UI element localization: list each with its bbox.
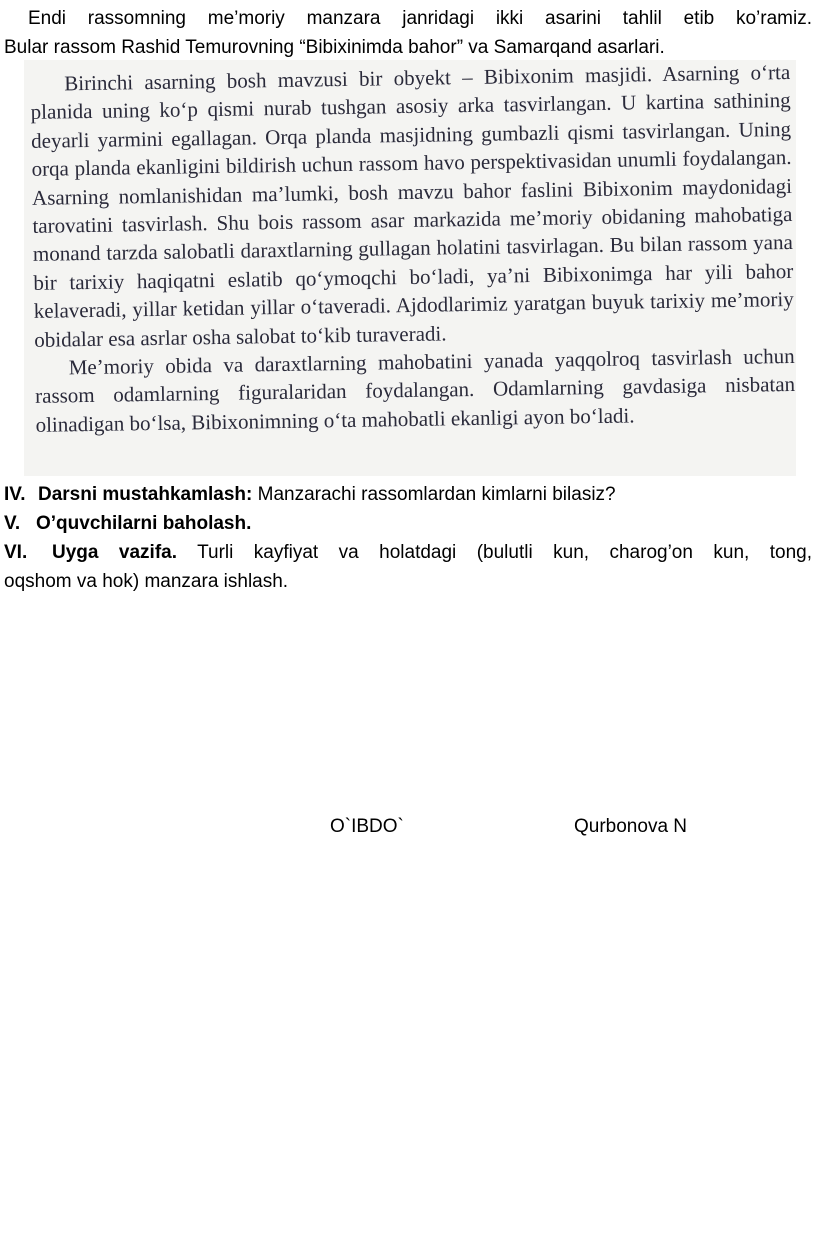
section-text: Manzarachi rassomlardan kimlarni bilasiz? [252, 484, 616, 505]
signature-organization: O`IBDO` [330, 816, 404, 837]
scanned-text-block [24, 60, 796, 439]
signature-name: Qurbonova N [574, 816, 688, 837]
section-homework-continuation: oqshom va hok) manzara ishlash. [4, 571, 289, 592]
scanned-book-excerpt [24, 60, 796, 476]
section-number: V. [4, 513, 21, 534]
scan-paragraph-1: Birinchi asarning bosh mavzusi bir obyekt – Bibixonim masjidi. Asarning o‘rta planida uning ko‘p qismi nurab tushgan asosiy arka tasvirlangan. U kartina sathining deyarli yarmini egallagan. Orqa planda masjidning gumbazli qismi tasvirlangan. Uning orqa planda ekanligini bildirish uchun rassom havo perspektivasidan unumli foydalangan. Asarning nomlanishidan ma’lumki, bosh mavzu bahor faslini Bibixonim maydonidagi tarovatini tasvirlash. Shu bois rassom asar markazida me’moriy obidaning mahobatiga monand tarzda salobatli daraxtlarning gullagan holatini tasvirlagan. Bu bilan rassom yana bir tarixiy haqiqatni eslatib qo‘ymoqchi bo‘ladi, ya’ni Bibixonimga har yili bahor kelaveradi, yillar ketidan yillar o‘taveradi. Ajdodlarimiz yaratgan buyuk tarixiy me’moriy obidalar esa asrlar osha salobat to‘kib turaveradi. [30, 60, 794, 352]
section-homework [4, 538, 812, 567]
intro-line-2: Bular rassom Rashid Temurovning “Bibixinimda bahor” va Samarqand asarlari. [4, 37, 665, 58]
scan-paragraph-2: Me’moriy obida va daraxtlarning mahobatini yanada yaqqolroq tasvirlash uchun rassom odamlarning figuralaridan foydalangan. Odamlarning gavdasiga nisbatan olinadigan bo‘lsa, Bibixonimning o‘ta mahobatli ekanligi ayon bo‘ladi. [34, 343, 796, 437]
section-text-line-1: Turli kayfiyat va holatdagi (bulutli kun, charog’on kun, tong, [177, 542, 812, 563]
intro-text [4, 4, 812, 62]
section-heading: Uyga vazifa. [52, 542, 177, 563]
section-heading: Darsni mustahkamlash: [38, 484, 253, 505]
section-heading: O’quvchilarni baholash. [36, 513, 252, 534]
section-number: VI. [4, 542, 28, 563]
section-assessment [4, 509, 812, 538]
lesson-sections [4, 480, 812, 596]
section-reinforcement [4, 480, 812, 509]
intro-line-1: Endi rassomning me’moriy manzara janridagi ikki asarini tahlil etib ko’ramiz. [28, 8, 812, 29]
section-number: IV. [4, 484, 26, 505]
